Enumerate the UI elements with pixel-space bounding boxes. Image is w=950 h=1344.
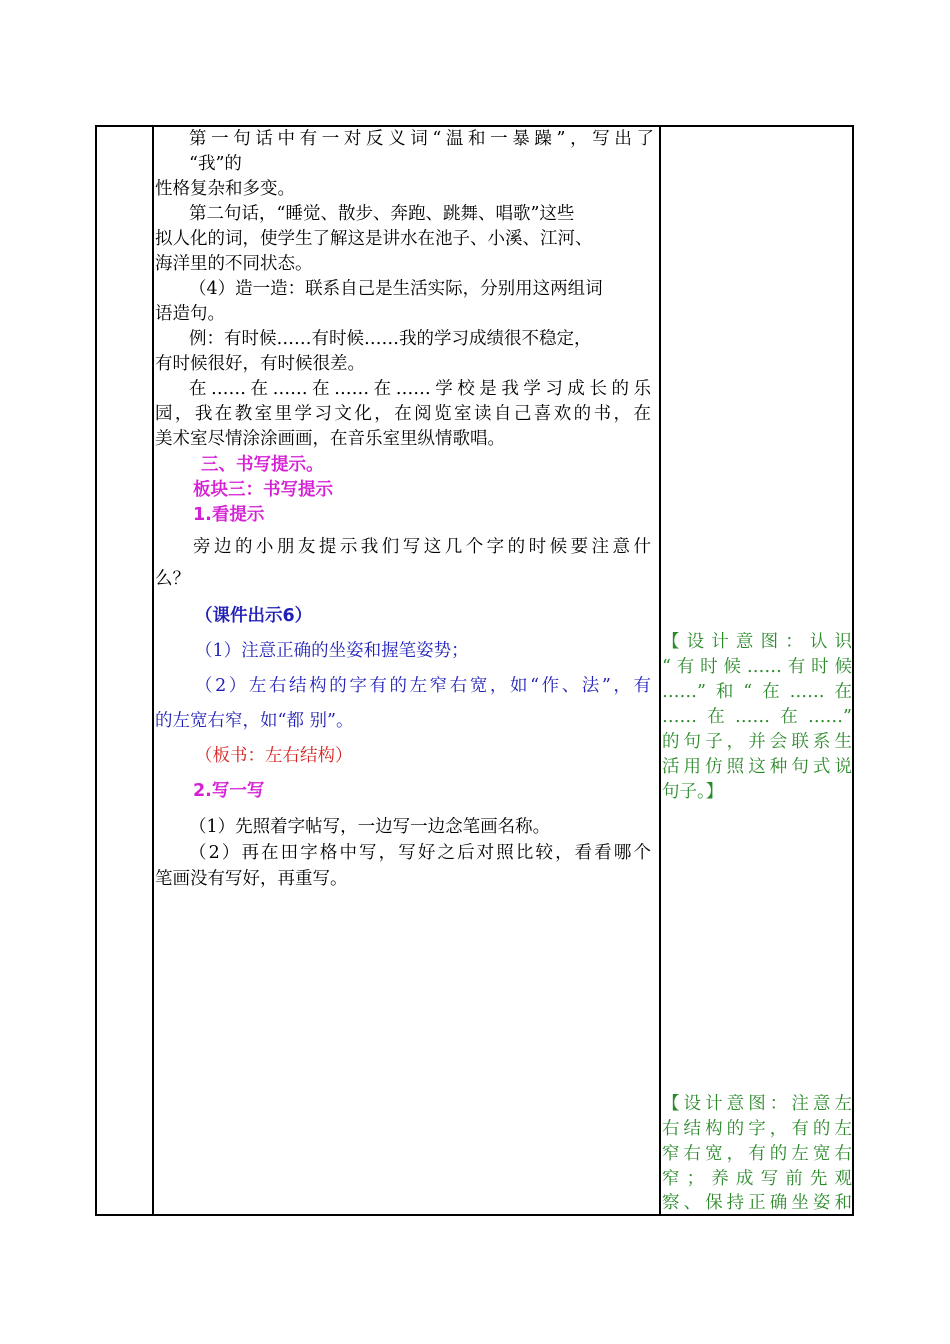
- tip-line: （2）左右结构的字有的左窄右宽，如“作、法”，有: [195, 676, 651, 696]
- text-line: 么？: [155, 569, 190, 589]
- text-line: （2）再在田字格中写，写好之后对照比较，看看哪个: [189, 843, 651, 863]
- text-line: 旁边的小朋友提示我们写这几个字的时候要注意什: [193, 537, 651, 557]
- text-line: 拟人化的词，使学生了解这是讲水在池子、小溪、江河、: [155, 229, 593, 249]
- text-line: 园，我在教室里学习文化，在阅览室读自己喜欢的书，在: [155, 404, 651, 424]
- courseware-label: （课件出示6）: [195, 606, 313, 626]
- tip-line: （1）注意正确的坐姿和握笔姿势；: [195, 641, 469, 661]
- design-note-2-line: 窄；养成写前先观: [662, 1169, 852, 1189]
- design-note-1-line: 【设计意图：认识: [662, 632, 852, 652]
- design-note-1-line: 的句子，并会联系生: [662, 732, 852, 752]
- step-heading: 1.看提示: [193, 505, 265, 525]
- text-line: 笔画没有写好，再重写。: [155, 869, 348, 889]
- text-line: 语造句。: [155, 304, 225, 324]
- design-note-2-line: 右结构的字，有的左: [662, 1119, 852, 1139]
- design-note-1-line: ……在……在……”: [662, 707, 852, 727]
- block-heading: 板块三：书写提示: [193, 480, 333, 500]
- text-line: 美术室尽情涂涂画画，在音乐室里纵情歌唱。: [155, 429, 505, 449]
- text-line: 第二句话，“睡觉、散步、奔跑、跳舞、唱歌”这些: [189, 204, 575, 224]
- text-line: （4）造一造：联系自己是生活实际，分别用这两组词: [189, 279, 603, 299]
- design-note-1-line: “有时候……有时候: [662, 657, 852, 677]
- design-note-1-line: 活用仿照这种句式说: [662, 757, 852, 777]
- design-note-1-line: ……”和“在……在: [662, 682, 852, 702]
- text-line: 在……在……在……在……学校是我学习成长的乐: [189, 379, 651, 399]
- design-note-2-line: 窄右宽，有的左宽右: [662, 1144, 852, 1164]
- text-line: 海洋里的不同状态。: [155, 254, 313, 274]
- design-note-2-line: 【设计意图：注意左: [662, 1094, 852, 1114]
- column-divider-1: [152, 125, 154, 1216]
- text-line: （1）先照着字帖写，一边写一边念笔画名称。: [189, 817, 551, 837]
- text-line: 有时候很好，有时候很差。: [155, 354, 365, 374]
- column-divider-2: [659, 125, 661, 1216]
- design-note-1-line: 句子。】: [662, 782, 724, 802]
- text-line: “我”的: [189, 154, 242, 174]
- design-note-2-line: 察、保持正确坐姿和: [662, 1193, 852, 1213]
- tip-line: 的左宽右窄，如“都 别”。: [155, 711, 354, 731]
- text-line: 第一句话中有一对反义词“温和一暴躁”，写出了: [189, 129, 654, 149]
- step-heading: 2.写一写: [193, 781, 265, 801]
- text-line: 例：有时候……有时候……我的学习成绩很不稳定，: [189, 329, 592, 349]
- section-heading: 三、书写提示。: [201, 455, 324, 475]
- text-line: 性格复杂和多变。: [155, 179, 295, 199]
- board-note: （板书：左右结构）: [195, 746, 353, 766]
